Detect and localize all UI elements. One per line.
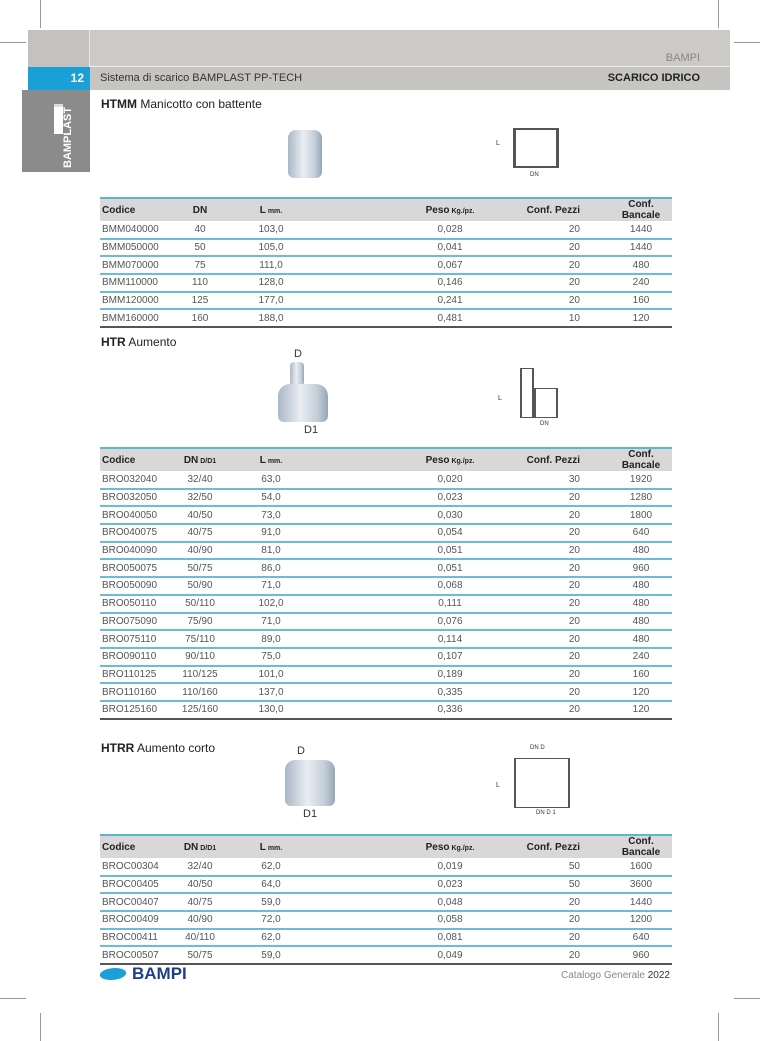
table-cell: 20 [510, 256, 610, 274]
table-cell: 20 [510, 613, 610, 631]
table-cell: BRO110125 [100, 666, 170, 684]
table-cell: 101,0 [230, 666, 390, 684]
table-cell: 0,019 [390, 858, 510, 876]
table-cell: 3600 [610, 876, 672, 894]
table-cell: 20 [510, 239, 610, 257]
table-cell: 640 [610, 524, 672, 542]
table-row [100, 559, 672, 577]
table-row [100, 613, 672, 631]
column-header: L mm. [230, 835, 390, 858]
table-cell: 0,111 [390, 595, 510, 613]
table-cell: BMM050000 [100, 239, 170, 257]
chapter-subtitle: Sistema di scarico BAMPLAST PP-TECH [100, 72, 303, 84]
table-cell: BRO040050 [100, 506, 170, 524]
table-cell: 0,068 [390, 577, 510, 595]
table-cell: 0,049 [390, 946, 510, 964]
table-cell: 960 [610, 946, 672, 964]
table-cell: 10 [510, 309, 610, 327]
table-cell: 73,0 [230, 506, 390, 524]
bampi-logo [100, 964, 187, 984]
table-cell: 160 [610, 292, 672, 310]
table-cell: 640 [610, 929, 672, 947]
table-row [100, 666, 672, 684]
table-cell: 59,0 [230, 946, 390, 964]
header-brand: BAMPI [665, 52, 700, 64]
table-cell: 120 [610, 309, 672, 327]
table-cell: 1920 [610, 471, 672, 489]
product-table-htmm [100, 197, 672, 328]
column-header: Codice [100, 198, 170, 221]
table-cell: 130,0 [230, 701, 390, 719]
table-cell: 20 [510, 683, 610, 701]
table-row [100, 489, 672, 507]
image-label-d: D [294, 348, 302, 360]
table-cell: BRO040090 [100, 542, 170, 560]
table-cell: 20 [510, 595, 610, 613]
table-cell: 91,0 [230, 524, 390, 542]
table-cell: BRO110160 [100, 683, 170, 701]
table-cell: 50/75 [170, 559, 230, 577]
drawing-label: L [496, 782, 500, 789]
column-header: Conf. Pezzi [510, 448, 610, 471]
product-title-htrr: HTRR Aumento corto [101, 741, 216, 755]
table-cell: 1280 [610, 489, 672, 507]
table-row [100, 683, 672, 701]
table-row [100, 577, 672, 595]
table-cell: BRO040075 [100, 524, 170, 542]
table-cell: 20 [510, 221, 610, 239]
column-header: Conf. Bancale [610, 448, 672, 471]
table-row [100, 471, 672, 489]
table-cell: 50/110 [170, 595, 230, 613]
table-cell: 177,0 [230, 292, 390, 310]
table-cell: 54,0 [230, 489, 390, 507]
table-cell: 105,0 [230, 239, 390, 257]
table-cell: 20 [510, 292, 610, 310]
table-header-row [100, 835, 672, 858]
table-cell: 20 [510, 577, 610, 595]
table-cell: 1440 [610, 239, 672, 257]
table-cell: BMM160000 [100, 309, 170, 327]
table-cell: 50 [510, 876, 610, 894]
drawing-label: DN D [530, 745, 545, 751]
table-cell: 120 [610, 683, 672, 701]
table-cell: 137,0 [230, 683, 390, 701]
drawing-label: DN [540, 421, 549, 427]
table-cell: BRO050090 [100, 577, 170, 595]
crop-mark [40, 1013, 41, 1041]
crop-mark [734, 998, 760, 999]
product-image-htrr [285, 760, 335, 806]
column-header: Peso Kg./pz. [390, 448, 510, 471]
column-header: DN D/D1 [170, 448, 230, 471]
table-cell: 20 [510, 630, 610, 648]
technical-drawing-htr [520, 368, 534, 418]
table-cell: BRO032040 [100, 471, 170, 489]
table-cell: 20 [510, 893, 610, 911]
table-row [100, 648, 672, 666]
table-cell: 0,189 [390, 666, 510, 684]
table-cell: 90/110 [170, 648, 230, 666]
table-cell: 0,107 [390, 648, 510, 666]
table-cell: BRO032050 [100, 489, 170, 507]
table-cell: 86,0 [230, 559, 390, 577]
column-header: Codice [100, 835, 170, 858]
table-cell: 0,054 [390, 524, 510, 542]
table-cell: 40/75 [170, 893, 230, 911]
table-cell: 110 [170, 274, 230, 292]
table-cell: 40 [170, 221, 230, 239]
table-cell: 103,0 [230, 221, 390, 239]
table-cell: 102,0 [230, 595, 390, 613]
table-cell: 75,0 [230, 648, 390, 666]
table-cell: 20 [510, 946, 610, 964]
product-title-htr: HTR Aumento [101, 335, 177, 349]
table-cell: BROC00411 [100, 929, 170, 947]
table-cell: 32/50 [170, 489, 230, 507]
table-cell: 1800 [610, 506, 672, 524]
table-cell: 30 [510, 471, 610, 489]
table-cell: 63,0 [230, 471, 390, 489]
table-header-row [100, 198, 672, 221]
image-label-d: D [297, 745, 305, 757]
table-cell: 0,058 [390, 911, 510, 929]
table-cell: 50 [510, 858, 610, 876]
table-cell: 50/90 [170, 577, 230, 595]
table-cell: 0,076 [390, 613, 510, 631]
table-cell: BMM040000 [100, 221, 170, 239]
product-image-htr-body [278, 384, 328, 422]
table-cell: 20 [510, 274, 610, 292]
table-cell: 111,0 [230, 256, 390, 274]
table-row [100, 256, 672, 274]
table-cell: 71,0 [230, 577, 390, 595]
table-cell: 0,114 [390, 630, 510, 648]
logo-swoosh-icon [98, 968, 128, 980]
catalog-label: Catalogo Generale 2022 [561, 970, 670, 981]
table-cell: BMM120000 [100, 292, 170, 310]
table-cell: 1600 [610, 858, 672, 876]
table-cell: BRO090110 [100, 648, 170, 666]
table-cell: 128,0 [230, 274, 390, 292]
section-title: SCARICO IDRICO [607, 72, 700, 84]
table-cell: 188,0 [230, 309, 390, 327]
column-header: Peso Kg./pz. [390, 198, 510, 221]
table-cell: BROC00304 [100, 858, 170, 876]
column-header: Conf. Bancale [610, 835, 672, 858]
table-cell: 0,241 [390, 292, 510, 310]
table-cell: 40/75 [170, 524, 230, 542]
table-cell: BRO050110 [100, 595, 170, 613]
crop-mark [718, 0, 719, 28]
image-label-d1: D1 [304, 424, 319, 436]
table-cell: 20 [510, 929, 610, 947]
table-row [100, 701, 672, 719]
table-row [100, 630, 672, 648]
column-header: Peso Kg./pz. [390, 835, 510, 858]
crop-mark [734, 42, 760, 43]
table-cell: 0,051 [390, 559, 510, 577]
table-row [100, 911, 672, 929]
table-cell: 0,020 [390, 471, 510, 489]
table-cell: 72,0 [230, 911, 390, 929]
table-cell: 50/75 [170, 946, 230, 964]
crop-mark [0, 42, 26, 43]
table-cell: 40/90 [170, 542, 230, 560]
table-cell: 160 [170, 309, 230, 327]
table-cell: 120 [610, 701, 672, 719]
column-header: L mm. [230, 198, 390, 221]
logo-text: BAMPI [132, 964, 187, 983]
table-row [100, 292, 672, 310]
table-cell: 20 [510, 648, 610, 666]
table-cell: 40/50 [170, 506, 230, 524]
table-cell: 0,028 [390, 221, 510, 239]
table-cell: BROC00405 [100, 876, 170, 894]
table-cell: BROC00507 [100, 946, 170, 964]
product-image-htmm [288, 130, 322, 178]
table-cell: 0,481 [390, 309, 510, 327]
table-cell: 960 [610, 559, 672, 577]
table-cell: 0,051 [390, 542, 510, 560]
drawing-label: DN D 1 [536, 810, 556, 816]
side-tab-label: BAMPLAST [62, 106, 74, 168]
column-header: Conf. Pezzi [510, 198, 610, 221]
table-cell: BMM070000 [100, 256, 170, 274]
table-cell: 20 [510, 506, 610, 524]
table-cell: 480 [610, 595, 672, 613]
crop-mark [718, 1013, 719, 1041]
technical-drawing-htr-body [534, 388, 558, 418]
table-cell: 59,0 [230, 893, 390, 911]
table-cell: 62,0 [230, 929, 390, 947]
table-cell: 125 [170, 292, 230, 310]
technical-drawing-htmm [513, 128, 559, 168]
table-cell: 0,336 [390, 701, 510, 719]
table-cell: 20 [510, 666, 610, 684]
table-row [100, 595, 672, 613]
table-cell: 110/160 [170, 683, 230, 701]
table-cell: 81,0 [230, 542, 390, 560]
table-row [100, 221, 672, 239]
product-title-htmm: HTMM Manicotto con battente [101, 97, 262, 111]
table-cell: BRO125160 [100, 701, 170, 719]
table-row [100, 309, 672, 327]
product-table-htr [100, 447, 672, 720]
table-cell: BROC00409 [100, 911, 170, 929]
table-cell: 20 [510, 542, 610, 560]
table-cell: 480 [610, 256, 672, 274]
table-cell: 71,0 [230, 613, 390, 631]
table-cell: 0,041 [390, 239, 510, 257]
table-row [100, 876, 672, 894]
table-cell: BROC00407 [100, 893, 170, 911]
table-cell: 110/125 [170, 666, 230, 684]
table-cell: 0,146 [390, 274, 510, 292]
table-row [100, 239, 672, 257]
table-cell: 0,023 [390, 876, 510, 894]
table-row [100, 274, 672, 292]
drawing-label: L [498, 395, 502, 402]
table-cell: 20 [510, 911, 610, 929]
column-header: Conf. Bancale [610, 198, 672, 221]
image-label-d1: D1 [303, 808, 318, 820]
drawing-label: L [496, 140, 500, 147]
table-cell: 40/50 [170, 876, 230, 894]
table-cell: 480 [610, 542, 672, 560]
table-cell: 32/40 [170, 858, 230, 876]
table-cell: 1440 [610, 221, 672, 239]
product-table-htrr [100, 834, 672, 965]
column-header: L mm. [230, 448, 390, 471]
table-cell: 125/160 [170, 701, 230, 719]
table-row [100, 524, 672, 542]
table-cell: 160 [610, 666, 672, 684]
table-cell: 32/40 [170, 471, 230, 489]
crop-mark [0, 998, 26, 999]
table-cell: 62,0 [230, 858, 390, 876]
table-cell: 0,048 [390, 893, 510, 911]
page-number: 12 [28, 67, 90, 90]
table-cell: 480 [610, 613, 672, 631]
table-cell: 75/90 [170, 613, 230, 631]
table-cell: 240 [610, 274, 672, 292]
table-cell: 89,0 [230, 630, 390, 648]
table-cell: 480 [610, 630, 672, 648]
table-cell: 0,335 [390, 683, 510, 701]
table-cell: 480 [610, 577, 672, 595]
header-band [28, 30, 730, 67]
table-header-row [100, 448, 672, 471]
technical-drawing-htrr [514, 758, 570, 808]
table-cell: BRO050075 [100, 559, 170, 577]
table-cell: 0,081 [390, 929, 510, 947]
table-cell: 1200 [610, 911, 672, 929]
table-row [100, 929, 672, 947]
table-cell: 1440 [610, 893, 672, 911]
table-cell: BMM110000 [100, 274, 170, 292]
table-cell: 75 [170, 256, 230, 274]
table-row [100, 542, 672, 560]
table-row [100, 506, 672, 524]
table-cell: 20 [510, 524, 610, 542]
table-cell: 20 [510, 489, 610, 507]
table-row [100, 893, 672, 911]
table-cell: 20 [510, 701, 610, 719]
table-row [100, 858, 672, 876]
table-cell: 0,023 [390, 489, 510, 507]
crop-mark [40, 0, 41, 28]
column-header: DN [170, 198, 230, 221]
product-image-htr [290, 362, 304, 386]
table-cell: BRO075110 [100, 630, 170, 648]
table-cell: BRO075090 [100, 613, 170, 631]
drawing-label: DN [530, 172, 539, 178]
table-cell: 64,0 [230, 876, 390, 894]
table-cell: 40/90 [170, 911, 230, 929]
side-tab [22, 90, 90, 172]
table-cell: 20 [510, 559, 610, 577]
table-cell: 50 [170, 239, 230, 257]
table-cell: 75/110 [170, 630, 230, 648]
column-header: DN D/D1 [170, 835, 230, 858]
table-cell: 40/110 [170, 929, 230, 947]
table-row [100, 946, 672, 964]
table-cell: 240 [610, 648, 672, 666]
column-header: Codice [100, 448, 170, 471]
column-header: Conf. Pezzi [510, 835, 610, 858]
table-cell: 0,030 [390, 506, 510, 524]
table-cell: 0,067 [390, 256, 510, 274]
